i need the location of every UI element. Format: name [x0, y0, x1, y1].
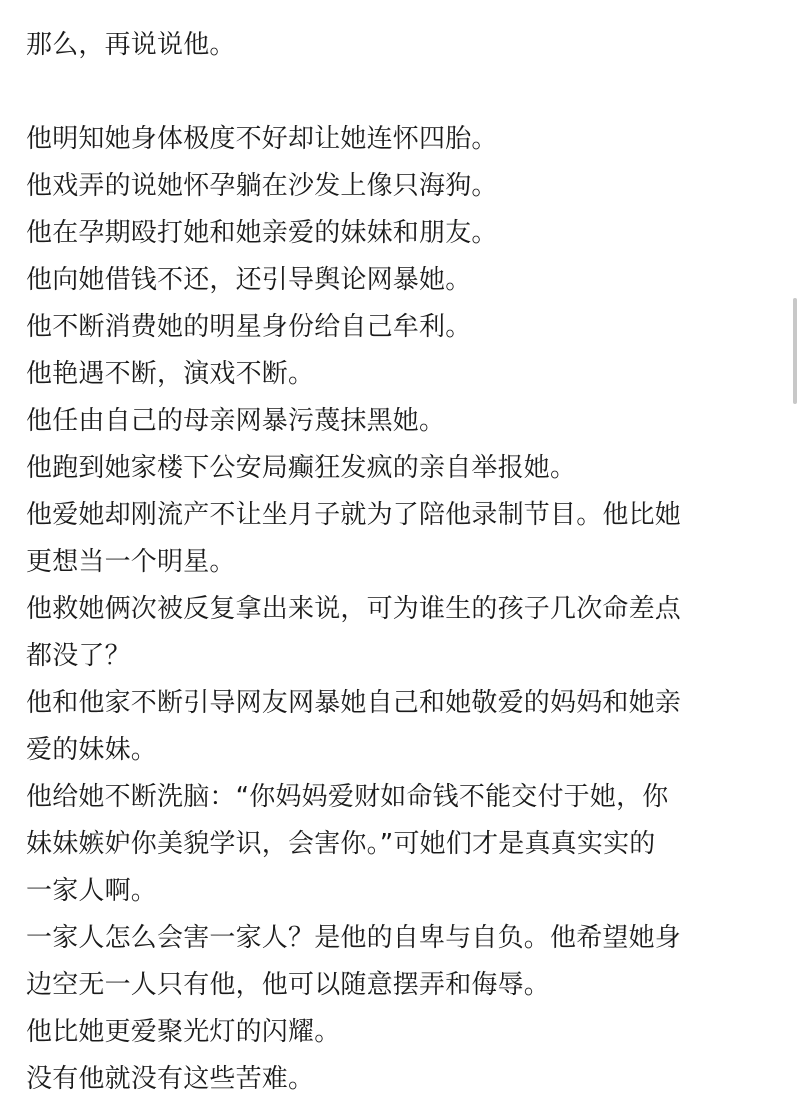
post-line: 他给她不断洗脑：“你妈妈爱财如命钱不能交付于她，你	[26, 782, 669, 812]
vertical-scrollbar[interactable]	[793, 298, 797, 404]
post-line: 他和他家不断引导网友网暴她自己和她敬爱的妈妈和她亲	[26, 688, 682, 718]
post-blank-line	[26, 69, 778, 116]
post-line: 妹妹嫉妒你美貌学识，会害你。”可她们才是真真实实的	[26, 829, 656, 859]
post-line: 那么，再说说他。	[26, 30, 236, 60]
post-line: 更想当一个明星。	[26, 547, 236, 577]
post-line: 他向她借钱不还，还引导舆论网暴她。	[26, 265, 472, 295]
post-body	[26, 22, 778, 1103]
post-line: 他戏弄的说她怀孕躺在沙发上像只海狗。	[26, 171, 498, 201]
post-line: 一家人啊。	[26, 876, 158, 906]
post-line: 他在孕期殴打她和她亲爱的妹妹和朋友。	[26, 218, 498, 248]
post-line: 他救她俩次被反复拿出来说，可为谁生的孩子几次命差点	[26, 594, 682, 624]
post-line: 爱的妹妹。	[26, 735, 158, 765]
post-line: 他比她更爱聚光灯的闪耀。	[26, 1017, 341, 1047]
post-line: 一家人怎么会害一家人？是他的自卑与自负。他希望她身	[26, 923, 682, 953]
post-line: 边空无一人只有他，他可以随意摆弄和侮辱。	[26, 970, 551, 1000]
post-line: 他任由自己的母亲网暴污蔑抹黑她。	[26, 406, 446, 436]
post-line: 没有他就没有这些苦难。	[26, 1064, 315, 1094]
post-line: 他艳遇不断，演戏不断。	[26, 359, 315, 389]
post-line: 他明知她身体极度不好却让她连怀四胎。	[26, 124, 498, 154]
post-line: 都没了？	[26, 641, 131, 671]
post-line: 他爱她却刚流产不让坐月子就为了陪他录制节目。他比她	[26, 500, 682, 530]
post-line: 他不断消费她的明星身份给自己牟利。	[26, 312, 472, 342]
post-line: 他跑到她家楼下公安局癫狂发疯的亲自举报她。	[26, 453, 577, 483]
